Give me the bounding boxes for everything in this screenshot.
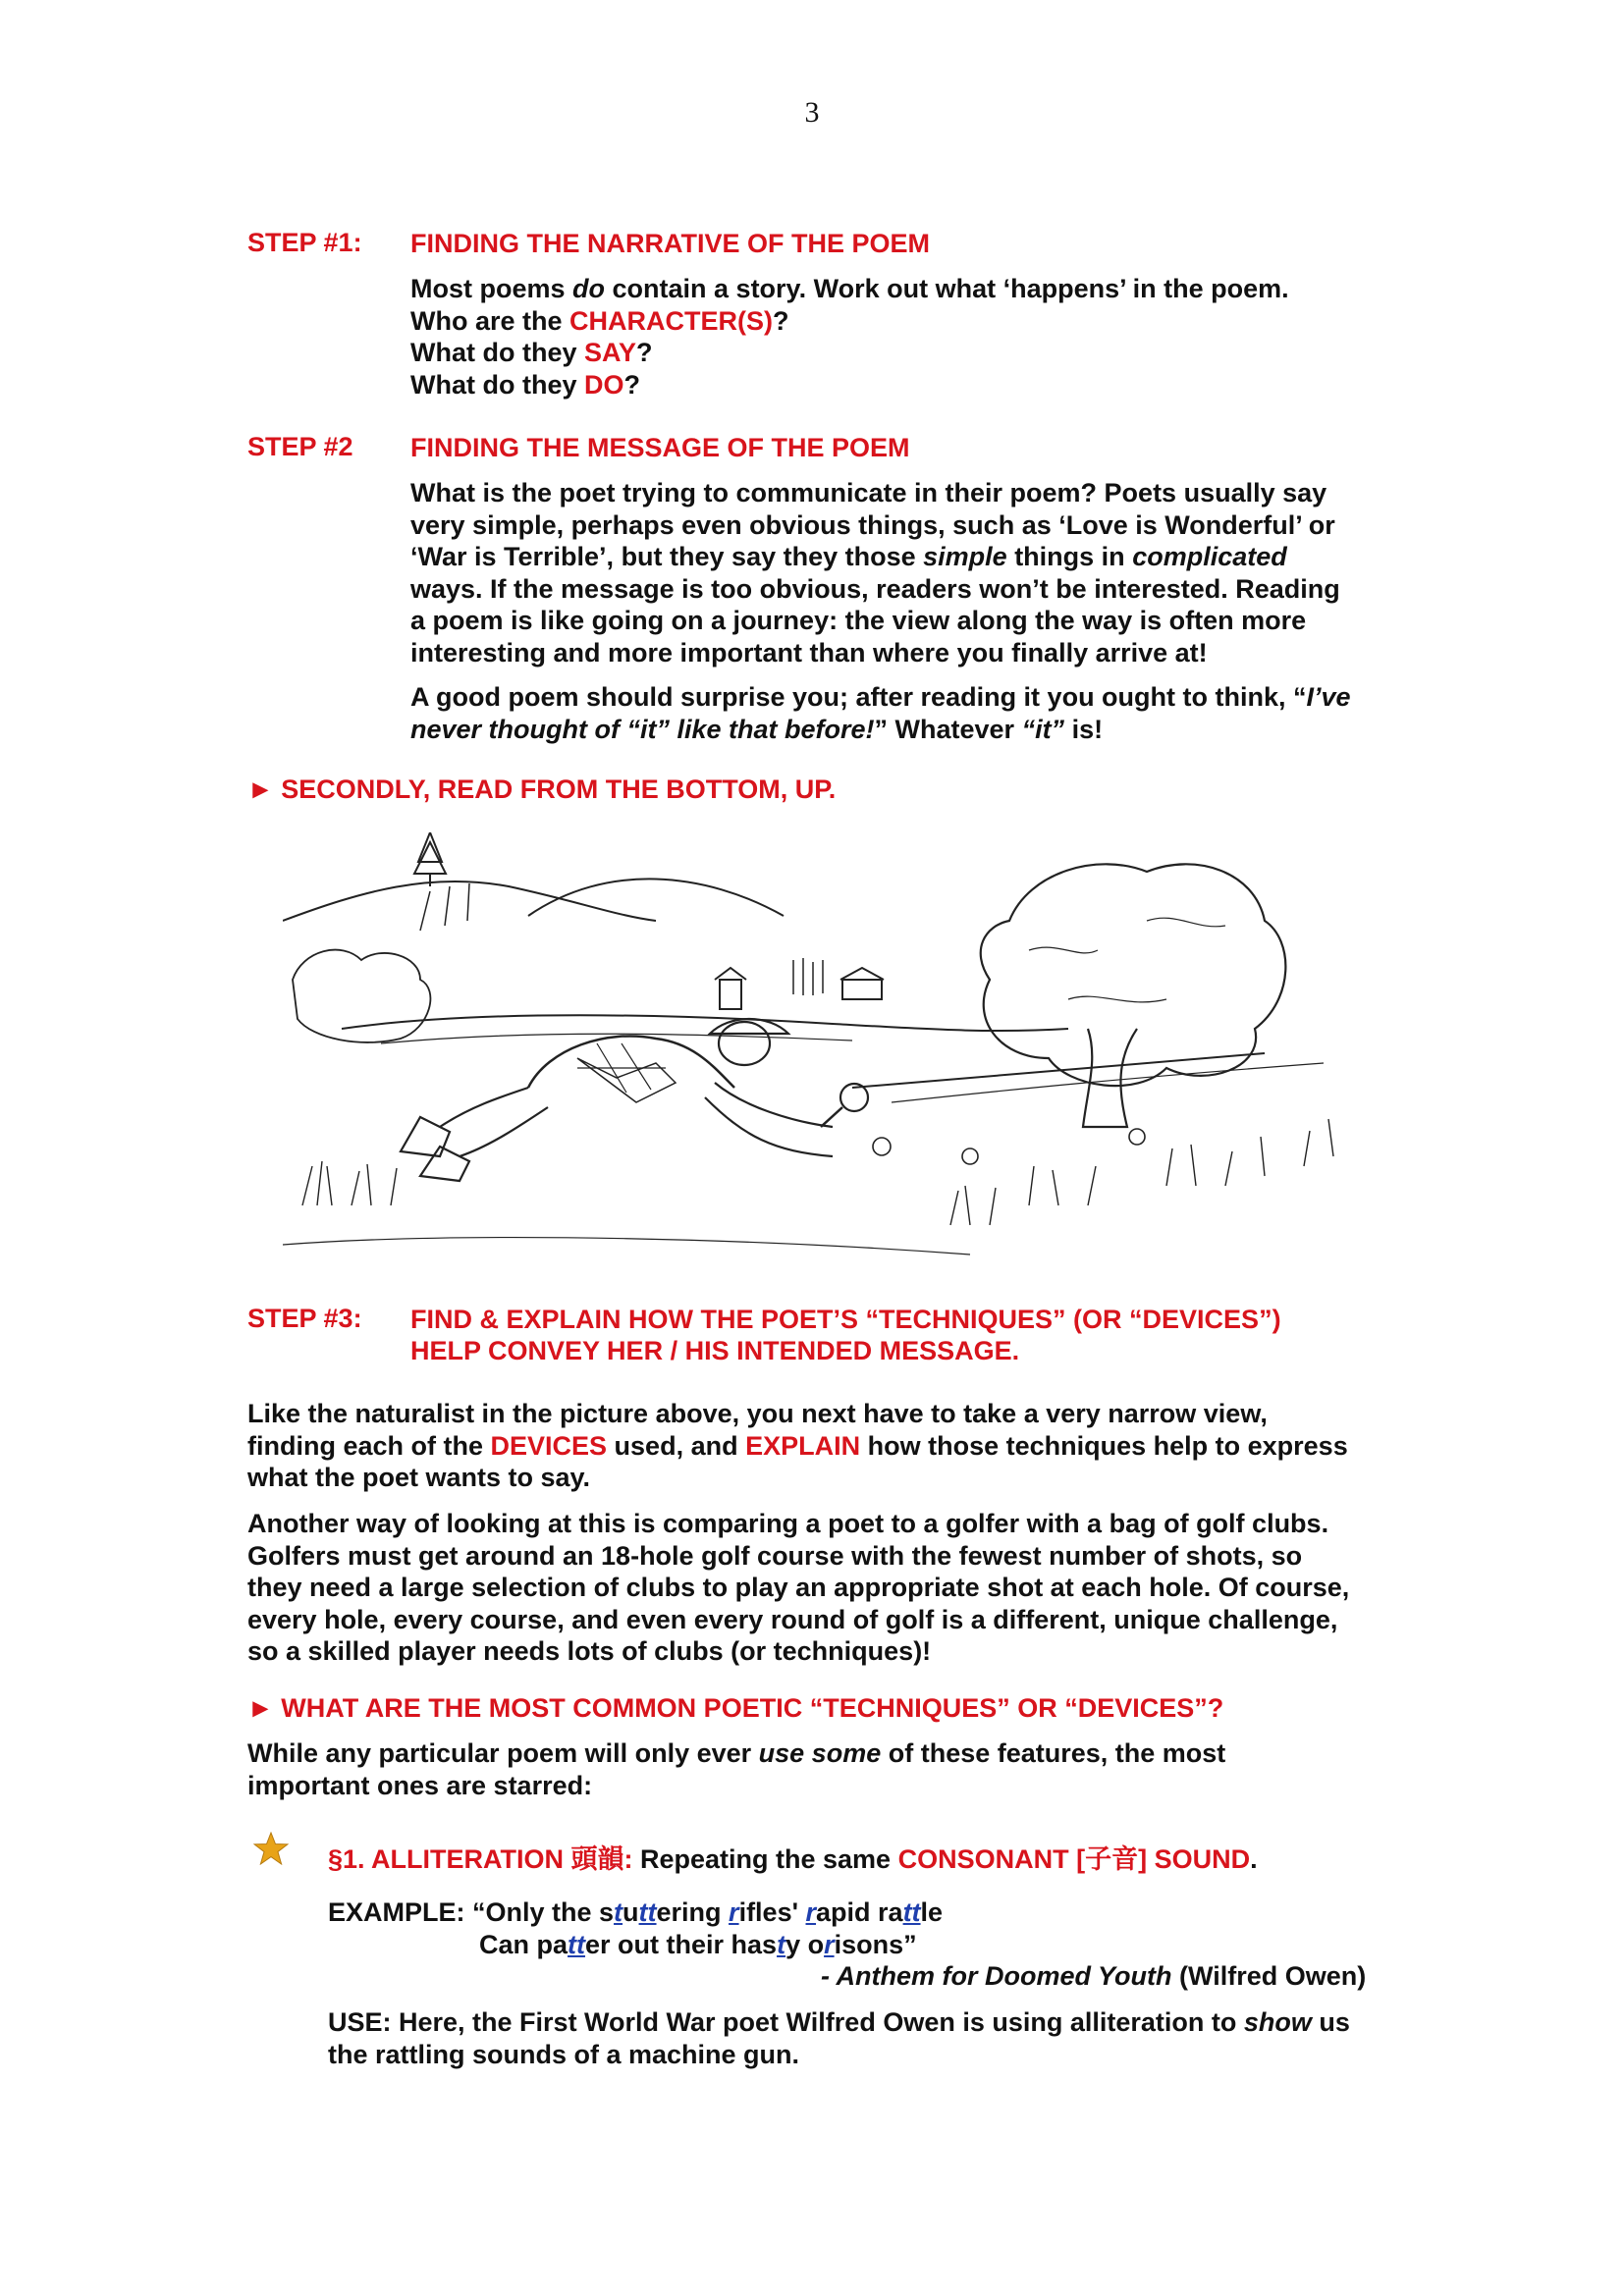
highlighted-consonant: r [805, 1897, 817, 1927]
highlighted-consonant: t [614, 1897, 623, 1927]
example-line-1 [472, 1897, 943, 1927]
example-text: y o [785, 1929, 825, 1959]
example-line-2 [479, 1930, 917, 1959]
highlighted-consonant: tt [902, 1897, 921, 1927]
secondly-heading: ► SECONDLY, READ FROM THE BOTTOM, UP. [247, 774, 837, 804]
highlighted-consonant: t [777, 1929, 786, 1959]
example-text: “Only the s [472, 1897, 615, 1927]
step2-body: What is the poet trying to communicate in their poem? Poets usually say very simple, perhaps even obvious things, such as ‘Love is Wonderful’ or ‘War is Terrible’, but they say they those simple things in complicated ways. If the message is too obvious, readers won’t be interested. Reading a poem is like going on a journey: the view along the way is often more interesting and more important than where you finally arrive at! A good poem should surprise you; after reading it you ought to think, “I’ve never thought of “it” like that before!” Whatever “it” is! [410, 478, 1351, 744]
example-text: er out their has [585, 1929, 778, 1959]
example-text: apid ra [816, 1897, 903, 1927]
star-icon [253, 1832, 289, 1865]
naturalist-paragraph: Like the naturalist in the picture above, you next have to take a very narrow view, finding each of the DEVICES used, and EXPLAIN how those techniques help to express what the poet wants to say. [247, 1399, 1348, 1492]
example-text: u [623, 1897, 639, 1927]
example-text: ering [656, 1897, 730, 1927]
alliteration-example: EXAMPLE: “Only the stuttering rifles' rapid rattle Can patter out their hasty orisons” - Anthem for Doomed Youth (Wilfred Owen) [328, 1897, 1367, 1991]
step3-heading: FIND & EXPLAIN HOW THE POET’S “TECHNIQUES” (OR “DEVICES”) HELP CONVEY HER / HIS INTENDED MESSAGE. [410, 1305, 1281, 1365]
step3-label: STEP #3: [247, 1304, 362, 1333]
golfer-paragraph: Another way of looking at this is comparing a poet to a golfer with a bag of golf clubs. Golfers must get around an 18-hole golf course with the fewest number of shots, so they need a large selection of clubs to play an appropriate shot at each hole. Of course, every hole, every course, and even every round of golf is a different, unique challenge, so a skilled player needs lots of clubs (or techniques)! [247, 1509, 1350, 1666]
step2-heading: FINDING THE MESSAGE OF THE POEM [410, 433, 910, 462]
highlighted-consonant: tt [568, 1929, 586, 1959]
step1-label: STEP #1: [247, 228, 362, 257]
step1-body: Most poems do contain a story. Work out what ‘happens’ in the poem. Who are the CHARACTER(S)? What do they SAY? What do they DO? [410, 274, 1289, 400]
page-number: 3 [804, 96, 820, 129]
intro-paragraph: While any particular poem will only ever use some of these features, the most important ones are starred: [247, 1738, 1226, 1800]
alliteration-heading: §1. ALLITERATION 頭韻: Repeating the same CONSONANT [子音] SOUND. [328, 1844, 1258, 1874]
example-text: le [920, 1897, 944, 1927]
example-text: Can pa [479, 1929, 568, 1959]
step2-label: STEP #2 [247, 432, 353, 461]
naturalist-illustration [283, 832, 1353, 1264]
common-devices-heading: ► WHAT ARE THE MOST COMMON POETIC “TECHNIQUES” OR “DEVICES”? [247, 1693, 1224, 1723]
highlighted-consonant: r [824, 1929, 835, 1959]
example-text: isons” [834, 1929, 917, 1959]
example-text: ifles' [738, 1897, 806, 1927]
alliteration-use: USE: Here, the First World War poet Wilfred Owen is using alliteration to show us the rattling sounds of a machine gun. [328, 2007, 1350, 2069]
highlighted-consonant: r [729, 1897, 739, 1927]
step1-heading: FINDING THE NARRATIVE OF THE POEM [410, 229, 931, 258]
highlighted-consonant: tt [638, 1897, 657, 1927]
